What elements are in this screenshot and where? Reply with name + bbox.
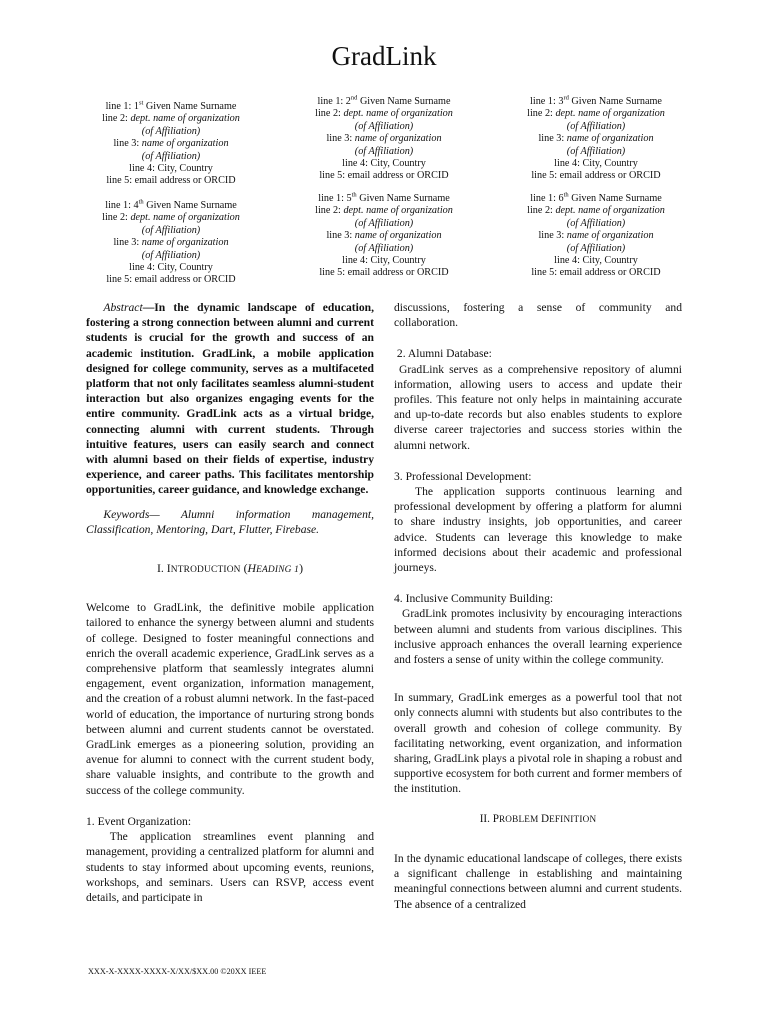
intro-paragraph: Welcome to GradLink, the definitive mobile application tailored to enhance the synergy between alumni and students of college. Designed to foster meaningful connections and enrich the overall academic experience, GradLink serves as a comprehensive platform that seamlessly integrates alumni engagement, event organization, information management, and the creation of a robust alumni network. In the fast-paced world of education, the importance of nurturing strong bonds between alumni and current students cannot be overstated. GradLink emerges as a pioneering solution, providing an avenue for alumni to connect with the current student body, share valuable insights, and contribute to the growth and success of the college community. xyxy=(86,601,374,797)
section-heading-introduction: I. INTRODUCTION (HEADING 1) xyxy=(156,561,304,576)
problem-definition-text: In the dynamic educational landscape of colleges, there exists a significant challenge in establishing and maintaining meaningful connections between alumni and current students. The absence of a centralized xyxy=(394,851,682,911)
copyright-footer: XXX-X-XXXX-XXXX-X/XX/$XX.00 ©20XX IEEE xyxy=(88,967,267,976)
author-block-3: line 1: 3rd Given Name Surname line 2: dept. name of organization (of Affiliation) line 3: name of organization (of Affiliation) line 4: City, Country line 5: email address or ORCID xyxy=(527,94,665,182)
section-heading-problem-definition: II. PROBLEM DEFINITION xyxy=(479,812,597,825)
alumni-database-title: 2. Alumni Database: xyxy=(396,347,492,361)
event-organization-text: The application streamlines event planning and management, providing a centralized platform for alumni and students to stay informed about upcoming events, reunions, workshops, and seminars. Users can RSVP, access event details, and participate in xyxy=(86,830,375,904)
inclusive-community-text: GradLink promotes inclusivity by encouraging interactions between alumni and students from various disciplines. This inclusive approach enhances the overall learning experience and fosters a sense of unity within the college community. xyxy=(394,607,682,667)
paper-title: GradLink xyxy=(331,41,437,71)
right-column xyxy=(394,300,682,912)
author-block-6: line 1: 6th Given Name Surname line 2: dept. name of organization (of Affiliation) line 3: name of organization (of Affiliation) line 4: City, Country line 5: email address or ORCID xyxy=(527,191,665,279)
inclusive-community-title: 4. Inclusive Community Building: xyxy=(394,592,554,606)
author-block-1: line 1: 1st Given Name Surname line 2: dept. name of organization (of Affiliation) line 3: name of organization (of Affiliation) line 4: City, Country line 5: email address or ORCID xyxy=(102,99,240,187)
alumni-database-text: GradLink serves as a comprehensive repository of alumni information, allowing users to access and update their profiles. This feature not only helps in maintaining accurate and up-to-date records but also enables students to explore diverse career trajectories and success stories within the alumni network. xyxy=(394,362,682,452)
professional-development-text: The application supports continuous learning and professional development by offering a platform for alumni to share industry insights, job opportunities, and career advice. Students can leverage this knowledge to make informed decisions about their academic and professional journeys. xyxy=(394,485,682,575)
event-organization-continued: discussions, fostering a sense of community and collaboration. xyxy=(394,301,682,330)
event-organization-title: 1. Event Organization: xyxy=(86,814,192,828)
abstract: Abstract—In the dynamic landscape of education, fostering a strong connection between alumni and current students is crucial for the growth and success of an academic institution. GradLink, a mobile application designed for college community, serves as a multifaceted platform that not only facilitates seamless alumni-student interaction but also organizes engaging events for the entire community. GradLink acts as a virtual bridge, connecting alumni with current students. Through intuitive features, users can easily search and connect with alumni based on their fields of expertise, industry experience, and career paths. This facilitates mentorship opportunities, career guidance, and knowledge exchange. xyxy=(86,301,374,497)
author-block-4: line 1: 4th Given Name Surname line 2: dept. name of organization (of Affiliation) line 3: name of organization (of Affiliation) line 4: City, Country line 5: email address or ORCID xyxy=(102,198,240,286)
author-block-5: line 1: 5th Given Name Surname line 2: dept. name of organization (of Affiliation) line 3: name of organization (of Affiliation) line 4: City, Country line 5: email address or ORCID xyxy=(315,191,453,279)
summary-paragraph: In summary, GradLink emerges as a powerful tool that not only connects alumni with students but also contributes to the overall growth and cohesion of college community. By facilitating networking, event organization, and information sharing, GradLink plays a pivotal role in shaping a robust and supportive ecosystem for both current and former members of the institution. xyxy=(394,691,682,796)
keywords: Keywords— Alumni information management, Classification, Mentoring, Dart, Flutter, Firebase. xyxy=(86,507,374,536)
author-block-2: line 1: 2nd Given Name Surname line 2: dept. name of organization (of Affiliation) line 3: name of organization (of Affiliation) line 4: City, Country line 5: email address or ORCID xyxy=(315,94,453,182)
professional-development-title: 3. Professional Development: xyxy=(394,469,532,483)
left-column xyxy=(86,300,374,905)
